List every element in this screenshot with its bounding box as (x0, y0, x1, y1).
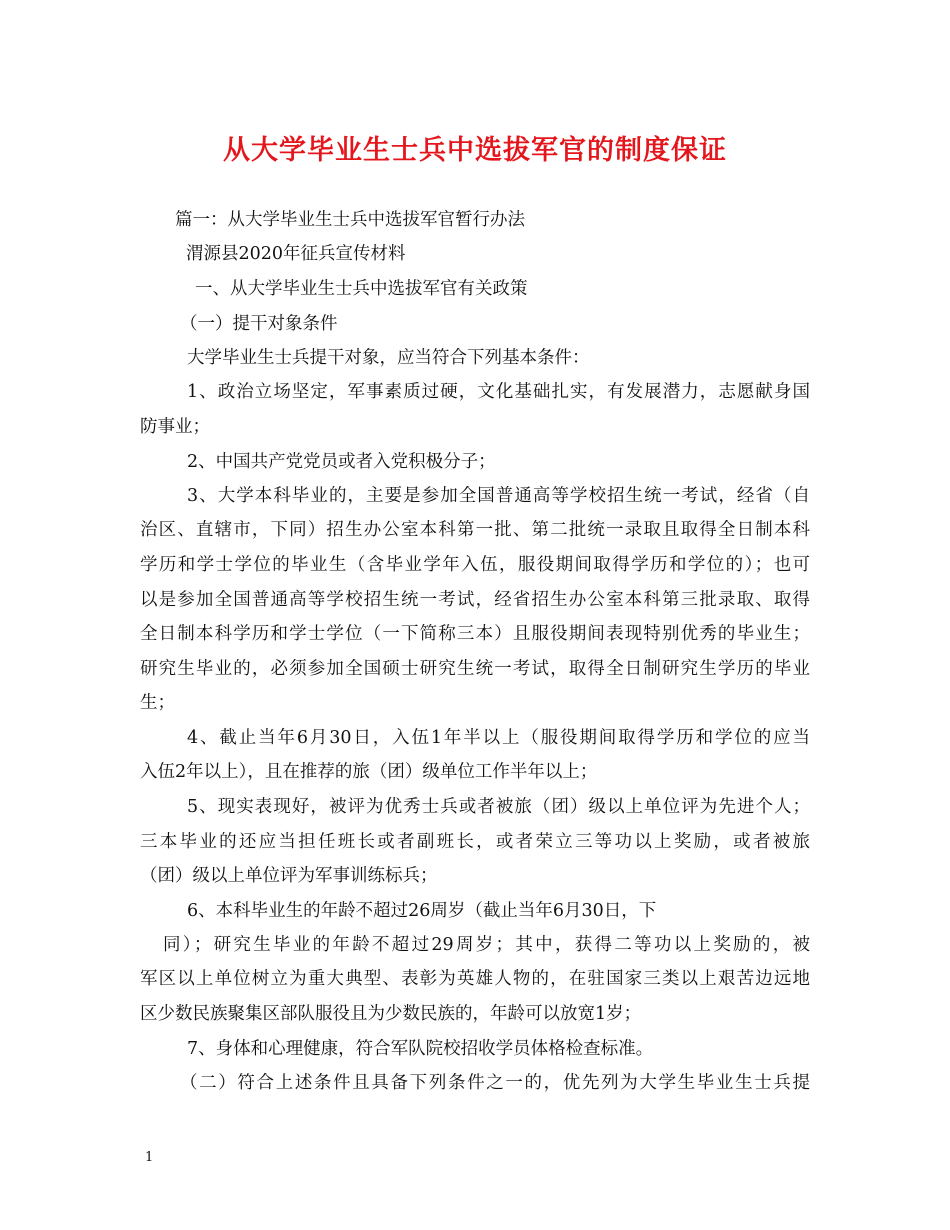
text-line: 区少数民族聚集区部队服役且为少数民族的，年龄可以放宽1岁； (140, 1004, 642, 1024)
text-line: 渭源县2020年征兵宣传材料 (186, 244, 406, 264)
text-line: 生； (140, 693, 175, 713)
text-line: 6、本科毕业生的年龄不超过26周岁（截止当年6月30日，下 (187, 901, 657, 921)
text-line: 篇一：从大学毕业生士兵中选拔军官暂行办法 (175, 210, 525, 230)
page-number: 1 (145, 1150, 154, 1165)
text-line: 5、现实表现好，被评为优秀士兵或者被旅（团）级以上单位评为先进个人； (187, 797, 810, 817)
text-line: 同）；研究生毕业的年龄不超过29周岁；其中，获得二等功以上奖励的，被 (163, 935, 810, 955)
text-line: 三本毕业的还应当担任班长或者副班长，或者荣立三等功以上奖励，或者被旅 (140, 832, 810, 852)
text-line: 7、身体和心理健康，符合军队院校招收学员体格检查标准。 (187, 1039, 654, 1059)
text-line: （一）提干对象条件 (180, 314, 338, 334)
text-line: （二）符合上述条件且具备下列条件之一的，优先列为大学生毕业生士兵提 (180, 1073, 810, 1093)
text-line: 防事业； (140, 417, 210, 437)
text-line: 研究生毕业的，必须参加全国硕士研究生统一考试，取得全日制研究生学历的毕业 (140, 659, 810, 679)
text-line: 一、从大学毕业生士兵中选拔军官有关政策 (195, 279, 528, 299)
text-line: 学历和学士学位的毕业生（含毕业学年入伍，服役期间取得学历和学位的）；也可 (140, 555, 810, 575)
text-line: 全日制本科学历和学士学位（一下简称三本）且服役期间表现特别优秀的毕业生； (140, 624, 810, 644)
text-line: 1、政治立场坚定，军事素质过硬，文化基础扎实，有发展潜力，志愿献身国 (187, 382, 810, 402)
text-line: 入伍2年以上），且在推荐的旅（团）级单位工作半年以上； (140, 762, 598, 782)
text-line: 大学毕业生士兵提干对象，应当符合下列基本条件： (187, 348, 590, 368)
text-line: 2、中国共产党党员或者入党积极分子； (187, 452, 496, 472)
text-line: 以是参加全国普通高等学校招生统一考试，经省招生办公室本科第三批录取、取得 (140, 590, 810, 610)
text-line: （团）级以上单位评为军事训练标兵； (140, 866, 438, 886)
document-title: 从大学毕业生士兵中选拔军官的制度保证 (223, 135, 727, 166)
text-line: 军区以上单位树立为重大典型、表彰为英雄人物的，在驻国家三类以上艰苦边远地 (140, 969, 810, 989)
text-line: 4、截止当年6月30日，入伍1年半以上（服役期间取得学历和学位的应当 (187, 728, 810, 748)
text-line: 治区、直辖市，下同）招生办公室本科第一批、第二批统一录取且取得全日制本科 (140, 520, 810, 540)
text-line: 3、大学本科毕业的，主要是参加全国普通高等学校招生统一考试，经省（自 (187, 486, 810, 506)
